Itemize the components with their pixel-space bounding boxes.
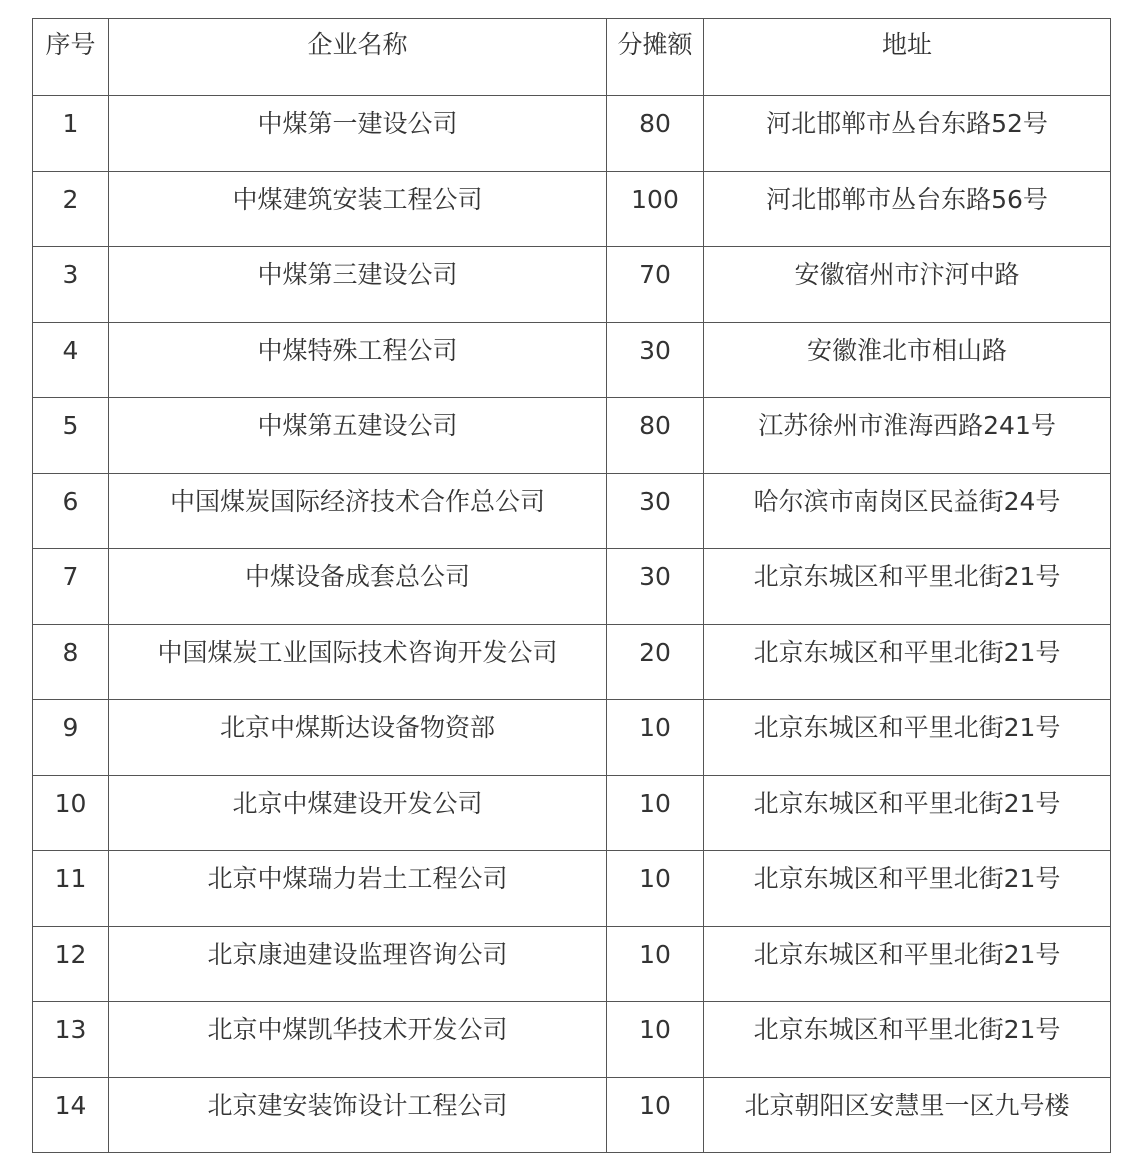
- table-row: [33, 247, 1111, 323]
- cell-serial-number: 14: [33, 1077, 109, 1153]
- company-allocation-table: [32, 18, 1111, 1153]
- cell-company-name: 中煤第三建设公司: [109, 247, 607, 323]
- cell-serial-number: 3: [33, 247, 109, 323]
- cell-company-name: 北京中煤凯华技术开发公司: [109, 1002, 607, 1078]
- cell-company-name: 北京中煤建设开发公司: [109, 775, 607, 851]
- cell-address: 北京东城区和平里北街21号: [704, 926, 1111, 1002]
- cell-address: 哈尔滨市南岗区民益街24号: [704, 473, 1111, 549]
- cell-allocation-amount: 100: [607, 171, 704, 247]
- cell-company-name: 中煤建筑安装工程公司: [109, 171, 607, 247]
- cell-address: 安徽宿州市汴河中路: [704, 247, 1111, 323]
- cell-allocation-amount: 30: [607, 549, 704, 625]
- cell-serial-number: 4: [33, 322, 109, 398]
- cell-address: 北京东城区和平里北街21号: [704, 624, 1111, 700]
- cell-allocation-amount: 10: [607, 700, 704, 776]
- cell-company-name: 北京中煤斯达设备物资部: [109, 700, 607, 776]
- cell-serial-number: 5: [33, 398, 109, 474]
- cell-serial-number: 2: [33, 171, 109, 247]
- table-row: [33, 624, 1111, 700]
- header-allocation-amount: 分摊额: [607, 19, 704, 96]
- cell-serial-number: 10: [33, 775, 109, 851]
- table-row: [33, 322, 1111, 398]
- cell-company-name: 中煤第五建设公司: [109, 398, 607, 474]
- cell-address: 河北邯郸市丛台东路56号: [704, 171, 1111, 247]
- cell-allocation-amount: 20: [607, 624, 704, 700]
- cell-allocation-amount: 80: [607, 398, 704, 474]
- table-row: [33, 473, 1111, 549]
- table-row: [33, 398, 1111, 474]
- cell-company-name: 中国煤炭国际经济技术合作总公司: [109, 473, 607, 549]
- cell-serial-number: 9: [33, 700, 109, 776]
- cell-company-name: 北京中煤瑞力岩土工程公司: [109, 851, 607, 927]
- table-row: [33, 926, 1111, 1002]
- header-address: 地址: [704, 19, 1111, 96]
- cell-company-name: 北京建安装饰设计工程公司: [109, 1077, 607, 1153]
- cell-allocation-amount: 80: [607, 96, 704, 172]
- cell-address: 北京东城区和平里北街21号: [704, 549, 1111, 625]
- cell-serial-number: 13: [33, 1002, 109, 1078]
- cell-company-name: 中煤第一建设公司: [109, 96, 607, 172]
- table-header: [33, 19, 1111, 96]
- cell-allocation-amount: 10: [607, 851, 704, 927]
- cell-company-name: 北京康迪建设监理咨询公司: [109, 926, 607, 1002]
- table-row: [33, 851, 1111, 927]
- table-row: [33, 171, 1111, 247]
- cell-address: 江苏徐州市淮海西路241号: [704, 398, 1111, 474]
- table-row: [33, 96, 1111, 172]
- cell-address: 北京东城区和平里北街21号: [704, 851, 1111, 927]
- cell-serial-number: 12: [33, 926, 109, 1002]
- table-body: [33, 96, 1111, 1153]
- cell-address: 北京东城区和平里北街21号: [704, 775, 1111, 851]
- cell-address: 河北邯郸市丛台东路52号: [704, 96, 1111, 172]
- cell-address: 北京东城区和平里北街21号: [704, 1002, 1111, 1078]
- cell-company-name: 中国煤炭工业国际技术咨询开发公司: [109, 624, 607, 700]
- table-row: [33, 1077, 1111, 1153]
- table-row: [33, 775, 1111, 851]
- cell-serial-number: 7: [33, 549, 109, 625]
- cell-serial-number: 1: [33, 96, 109, 172]
- table-row: [33, 700, 1111, 776]
- cell-serial-number: 6: [33, 473, 109, 549]
- cell-company-name: 中煤特殊工程公司: [109, 322, 607, 398]
- cell-allocation-amount: 10: [607, 1077, 704, 1153]
- cell-allocation-amount: 30: [607, 473, 704, 549]
- cell-address: 北京东城区和平里北街21号: [704, 700, 1111, 776]
- header-company-name: 企业名称: [109, 19, 607, 96]
- cell-address: 安徽淮北市相山路: [704, 322, 1111, 398]
- table-row: [33, 549, 1111, 625]
- header-row: [33, 19, 1111, 96]
- cell-serial-number: 8: [33, 624, 109, 700]
- cell-address: 北京朝阳区安慧里一区九号楼: [704, 1077, 1111, 1153]
- cell-allocation-amount: 10: [607, 775, 704, 851]
- cell-allocation-amount: 30: [607, 322, 704, 398]
- cell-allocation-amount: 70: [607, 247, 704, 323]
- cell-serial-number: 11: [33, 851, 109, 927]
- cell-company-name: 中煤设备成套总公司: [109, 549, 607, 625]
- table-row: [33, 1002, 1111, 1078]
- header-serial-number: 序号: [33, 19, 109, 96]
- cell-allocation-amount: 10: [607, 1002, 704, 1078]
- cell-allocation-amount: 10: [607, 926, 704, 1002]
